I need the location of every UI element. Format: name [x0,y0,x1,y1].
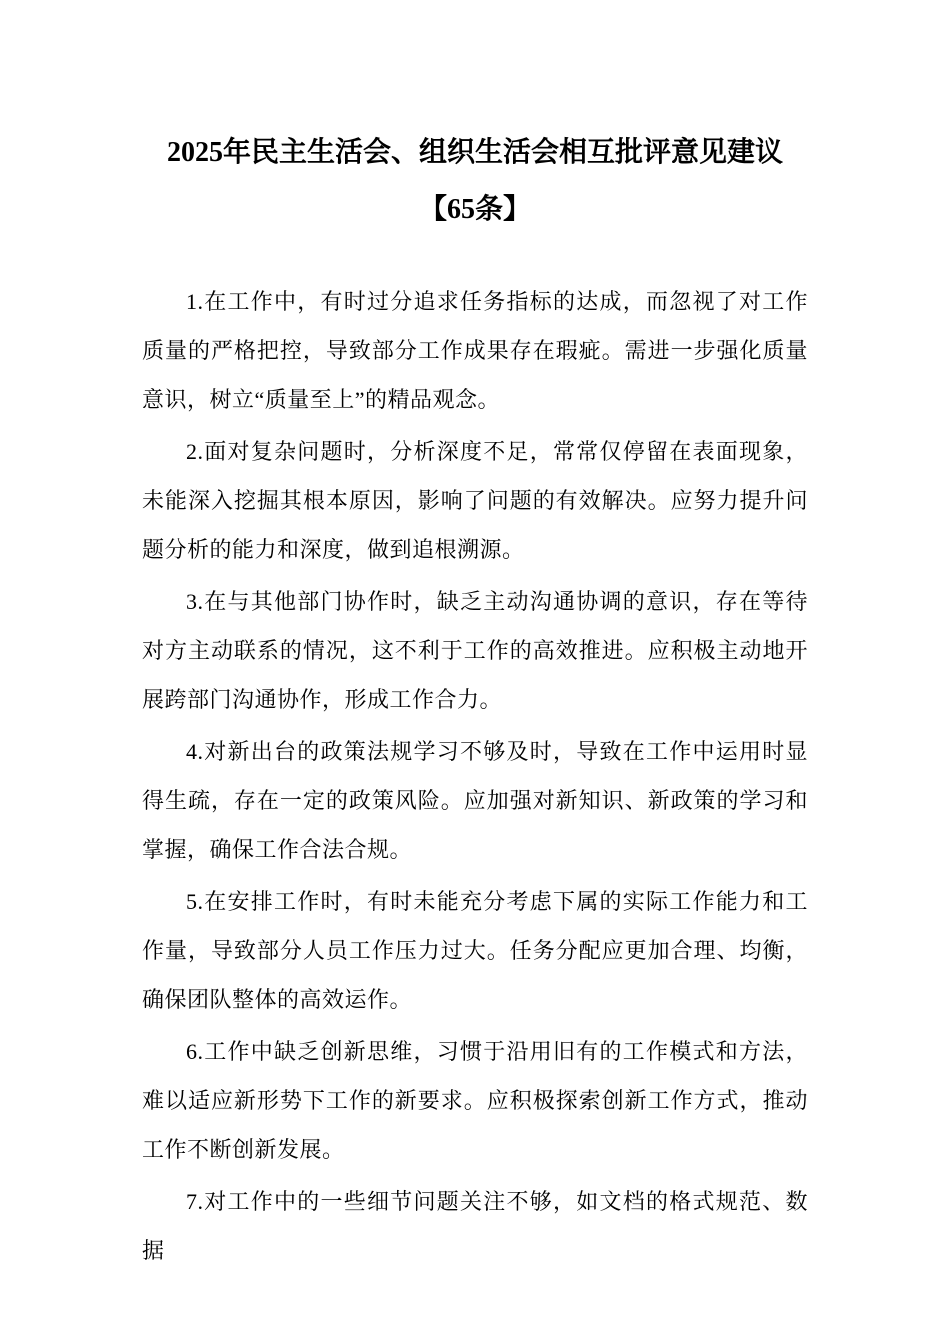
paragraph-6: 6.工作中缺乏创新思维，习惯于沿用旧有的工作模式和方法，难以适应新形势下工作的新要求。应积极探索创新工作方式，推动工作不断创新发展。 [142,1039,808,1162]
document-title [142,124,808,238]
paragraph-5: 5.在安排工作时，有时未能充分考虑下属的实际工作能力和工作量，导致部分人员工作压力过大。任务分配应更加合理、均衡，确保团队整体的高效运作。 [142,889,808,1012]
paragraph-3: 3.在与其他部门协作时，缺乏主动沟通协调的意识，存在等待对方主动联系的情况，这不利于工作的高效推进。应积极主动地开展跨部门沟通协作，形成工作合力。 [142,589,808,712]
document-title-line2: 【65条】 [418,194,531,225]
paragraph-4: 4.对新出台的政策法规学习不够及时，导致在工作中运用时显得生疏，存在一定的政策风险。应加强对新知识、新政策的学习和掌握，确保工作合法合规。 [142,739,808,862]
paragraph-7-partial: 7.对工作中的一些细节问题关注不够，如文档的格式规范、数据 [142,1189,808,1263]
document-title-line1: 2025年民主生活会、组织生活会相互批评意见建议 [166,137,783,168]
paragraph-1: 1.在工作中，有时过分追求任务指标的达成，而忽视了对工作质量的严格把控，导致部分工作成果存在瑕疵。需进一步强化质量意识，树立“质量至上”的精品观念。 [142,289,808,412]
paragraph-2: 2.面对复杂问题时，分析深度不足，常常仅停留在表面现象，未能深入挖掘其根本原因，影响了问题的有效解决。应努力提升问题分析的能力和深度，做到追根溯源。 [142,439,808,562]
document-body [142,277,808,1275]
